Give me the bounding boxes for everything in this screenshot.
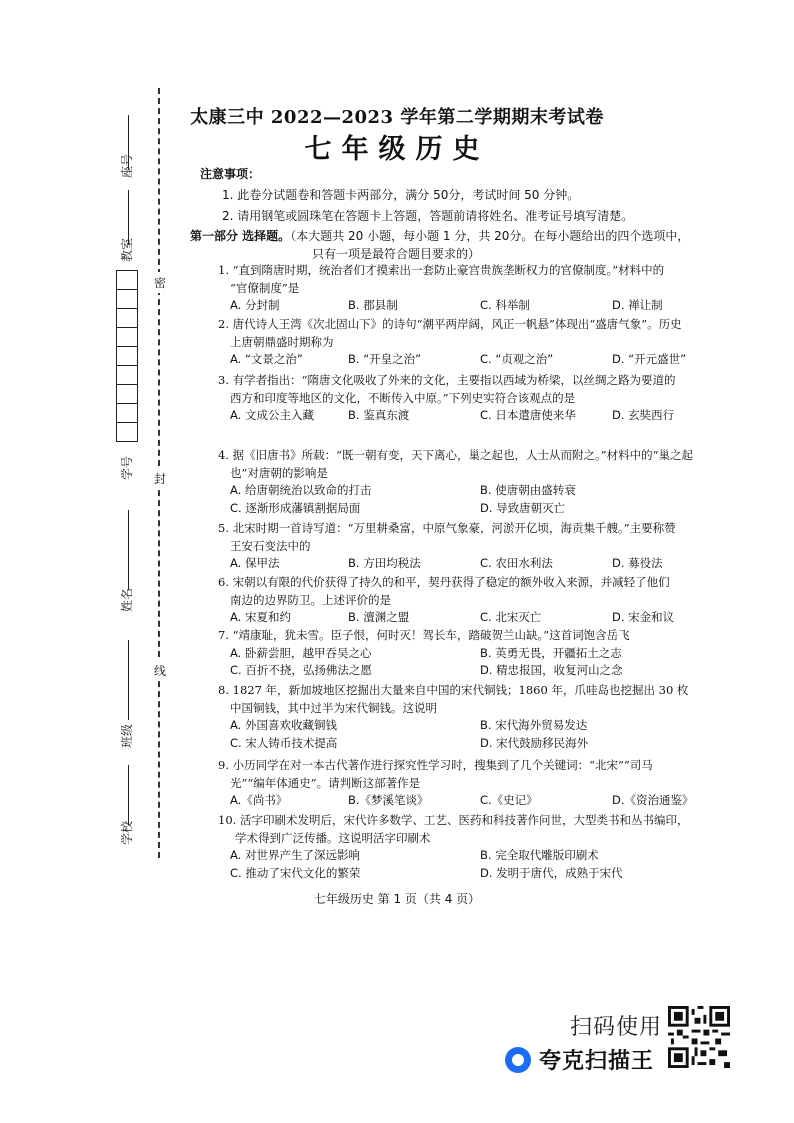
option-b: B.《梦溪笔谈》 xyxy=(348,793,429,807)
question-4 xyxy=(218,447,738,517)
option-d: D. 禅让制 xyxy=(612,298,663,312)
option-a: A. 对世界产生了深远影响 xyxy=(230,848,360,862)
question-stem: 2. 唐代诗人王湾《次北固山下》的诗句“潮平两岸阔，风正一帆悬”体现出“盛唐气象”。历史 xyxy=(218,317,682,331)
option-c: C. 宋人铸币技术提高 xyxy=(230,735,338,750)
section-desc: （本大题共 20 小题，每小题 1 分，共 20分。在每小题给出的四个选项中， xyxy=(290,229,690,243)
room-line xyxy=(128,190,129,245)
question-stem: 中国铜钱，其中过半为宋代铜钱。这说明 xyxy=(230,700,437,715)
question-stem: 学术得到广泛传播。这说明活字印刷术 xyxy=(235,830,431,845)
section-label: 第一部分 选择题。 xyxy=(190,229,291,243)
option-c: C.《史记》 xyxy=(480,793,538,807)
note-item: 1. 此卷分试题卷和答题卡两部分，满分 50分，考试时间 50 分钟。 xyxy=(222,188,580,202)
option-c: C. 农田水利法 xyxy=(480,556,553,570)
school-line xyxy=(128,765,129,825)
option-b: B. 英勇无畏，开疆拓土之志 xyxy=(480,645,622,660)
option-b: B. 澶渊之盟 xyxy=(348,610,410,624)
question-1 xyxy=(218,262,738,315)
question-stem: 9. 小历同学在对一本古代著作进行探究性学习时，搜集到了几个关键词：“北宋”“司马 xyxy=(218,758,653,772)
name-line xyxy=(128,510,129,590)
question-stem: 3. 有学者指出：“隋唐文化吸收了外来的文化，主要指以西域为桥梁，以丝绸之路为要道的 xyxy=(218,373,676,387)
option-d: D. 精忠报国，收复河山之念 xyxy=(480,663,623,677)
room-label: 教室 xyxy=(120,237,134,262)
option-d: D. 募役法 xyxy=(612,556,663,570)
option-d: D. 宋代鼓励移民海外 xyxy=(480,735,589,750)
option-a: A. 给唐朝统治以致命的打击 xyxy=(230,483,372,497)
option-a: A. 分封制 xyxy=(230,298,280,312)
brand-name: 夸克扫描王 xyxy=(539,1049,655,1074)
question-stem: 上唐朝鼎盛时期称为 xyxy=(230,334,334,349)
seat-label: 座号 xyxy=(120,153,134,178)
qr-code-icon[interactable] xyxy=(668,1006,730,1068)
cut-char-feng: 封 xyxy=(152,468,168,489)
section-desc-2: 只有一项是最符合题目要求的） xyxy=(312,247,481,261)
page-footer: 七年级历史 第 1 页（共 4 页） xyxy=(313,892,481,906)
question-stem: 7. “靖康耻，犹未雪。臣子恨，何时灭！驾长车，踏破贺兰山缺。”这首词饱含岳飞 xyxy=(218,628,630,642)
option-a: A. 保甲法 xyxy=(230,556,280,570)
section-header xyxy=(190,227,735,263)
scanner-brand xyxy=(505,1044,654,1075)
scan-prompt: 扫码使用 xyxy=(570,1015,663,1040)
question-stem: 8. 1827 年，新加坡地区挖掘出大量来自中国的宋代铜钱；1860 年，爪哇岛也挖掘出 30 枚 xyxy=(218,683,689,697)
question-10 xyxy=(218,812,738,882)
option-c: C. “贞观之治” xyxy=(480,352,554,366)
option-b: B. 方田均税法 xyxy=(348,556,421,570)
name-label: 姓名 xyxy=(120,587,134,612)
cut-char-xian: 线 xyxy=(152,660,168,681)
question-stem: 西方和印度等地区的文化，不断传入中原。”下列史实符合该观点的是 xyxy=(230,390,576,405)
option-c: C. 推动了宋代文化的繁荣 xyxy=(230,865,361,880)
note-item: 2. 请用钢笔或圆珠笔在答题卡上答题，答题前请将姓名、准考证号填写清楚。 xyxy=(222,209,634,223)
exam-title: 太康三中 2022—2023 学年第二学期期末考试卷 xyxy=(190,107,604,128)
option-a: A. 宋夏和约 xyxy=(230,610,291,624)
question-stem: 南边的边界防卫。上述评价的是 xyxy=(230,592,391,607)
question-stem: 也”对唐朝的影响是 xyxy=(230,465,328,480)
student-no-label: 学号 xyxy=(120,455,134,480)
option-a: A. 卧薪尝胆，越甲吞吴之心 xyxy=(230,645,372,660)
question-stem: 5. 北宋时期一首诗写道：“万里耕桑富，中原气象豪，河淤开亿顷，海贡集千艘。”主要称赞 xyxy=(218,521,676,535)
option-b: B. “开皇之治” xyxy=(348,352,422,366)
option-a: A. 外国喜欢收藏铜钱 xyxy=(230,718,337,732)
question-8 xyxy=(218,682,738,752)
cut-char-mi: 密 xyxy=(152,272,168,293)
option-b: B. 宋代海外贸易发达 xyxy=(480,718,588,732)
question-stem: 王安石变法中的 xyxy=(230,538,311,553)
option-d: D.《资治通鉴》 xyxy=(612,793,694,807)
student-number-boxes xyxy=(116,270,138,442)
option-a: A. 文成公主入藏 xyxy=(230,408,314,422)
subject-title: 七年级历史 xyxy=(304,134,490,165)
notes-heading: 注意事项： xyxy=(200,167,261,181)
question-stem: “官僚制度”是 xyxy=(230,280,300,295)
option-b: B. 郡县制 xyxy=(348,298,398,312)
question-5 xyxy=(218,520,738,573)
question-stem: 1. “直到隋唐时期，统治者们才摸索出一套防止豪宫贵族垄断权力的官僚制度。”材料中的 xyxy=(218,263,665,277)
question-3 xyxy=(218,372,738,425)
option-b: B. 鉴真东渡 xyxy=(348,408,410,422)
option-c: C. 北宋灭亡 xyxy=(480,610,542,624)
quark-logo-icon xyxy=(505,1047,531,1073)
option-d: D. “开元盛世” xyxy=(612,352,687,366)
question-9 xyxy=(218,757,738,810)
school-label: 学校 xyxy=(120,820,134,845)
option-c: C. 逐渐形成藩镇割据局面 xyxy=(230,500,361,515)
option-b: B. 使唐朝由盛转衰 xyxy=(480,483,576,497)
option-d: D. 玄奘西行 xyxy=(612,408,675,422)
question-6 xyxy=(218,574,738,627)
option-c: C. 科举制 xyxy=(480,298,530,312)
option-c: C. 百折不挠，弘扬佛法之愿 xyxy=(230,663,372,677)
option-d: D. 导致唐朝灭亡 xyxy=(480,500,566,515)
option-d: D. 发明于唐代，成熟于宋代 xyxy=(480,865,623,880)
option-b: B. 完全取代雕版印刷术 xyxy=(480,848,599,862)
option-a: A.《尚书》 xyxy=(230,793,288,807)
question-2 xyxy=(218,316,738,369)
question-stem: 10. 活字印刷术发明后，宋代许多数学、工艺、医药和科技著作问世，大型类书和丛书编印， xyxy=(218,813,689,827)
class-line xyxy=(128,640,129,720)
question-stem: 4. 据《旧唐书》所载：“既一朝有变，天下离心，巢之起也，人士从而附之。”材料中的“巢之起 xyxy=(218,448,694,462)
class-label: 班级 xyxy=(120,723,134,748)
option-c: C. 日本遣唐使来华 xyxy=(480,408,576,422)
option-d: D. 宋金和议 xyxy=(612,610,675,624)
question-stem: 光”“编年体通史”。请判断这部著作是 xyxy=(230,775,421,790)
option-a: A. “文景之治” xyxy=(230,352,303,366)
question-7 xyxy=(218,627,738,680)
question-stem: 6. 宋朝以有限的代价获得了持久的和平，契丹获得了稳定的额外收入来源，并减轻了他们 xyxy=(218,575,670,589)
